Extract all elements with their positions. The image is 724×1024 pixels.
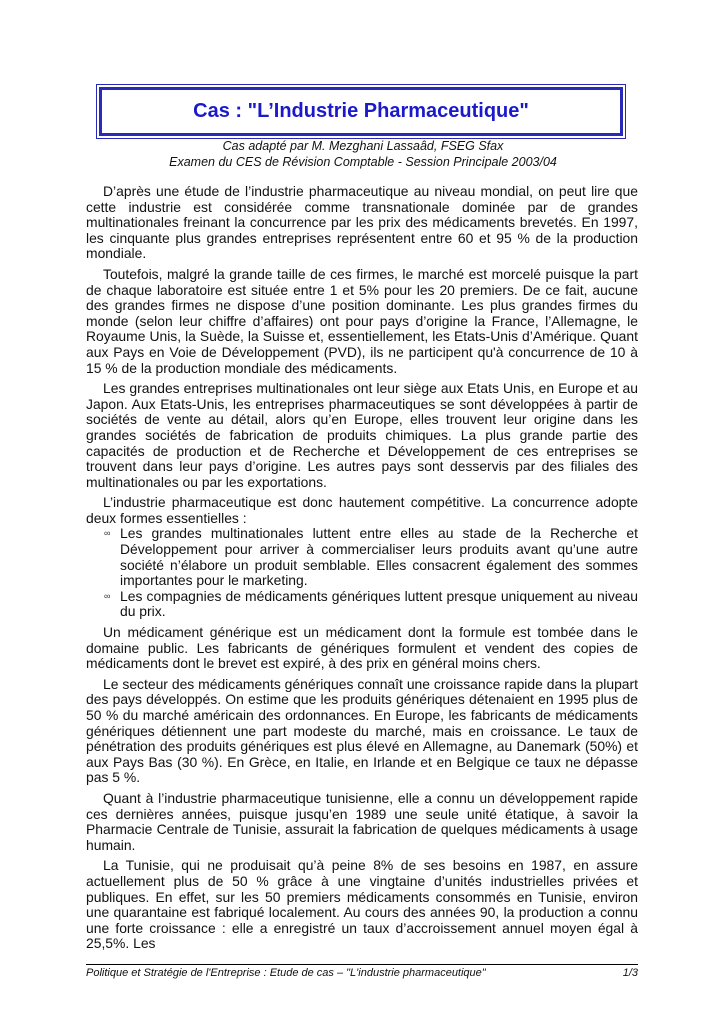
infinity-bullet-icon: ∞ (104, 590, 111, 601)
bullet-list (86, 526, 638, 620)
paragraph: Quant à l’industrie pharmaceutique tunisienne, elle a connu un développement rapide ces dernières années, puisque jusqu’en 1989 une seule unité étatique, à savoir la Pharmacie Centrale de Tunisie, assurait la fabrication de quelques médicaments à usage humain. (86, 789, 638, 853)
paragraph: Le secteur des médicaments génériques connaît une croissance rapide dans la plupart des pays développés. On estime que les produits génériques détenaient en 1995 plus de 50 % du marché américain des ordonnances. En Europe, les fabricants de médicaments génériques détiennent une part modeste du marché, mais en croissance. Le taux de pénétration des produits génériques est plus élevé en Allemagne, au Danemark (50%) et aux Pays Bas (30 %). En Grèce, en Italie, en Irlande et en Belgique ce taux ne dépasse pas 5 %. (86, 675, 638, 786)
subtitle-author: Cas adapté par M. Mezghani Lassaâd, FSEG Sfax (222, 139, 504, 153)
list-item (86, 589, 638, 620)
page-number: 1/3 (622, 967, 638, 979)
infinity-bullet-icon: ∞ (104, 528, 111, 539)
list-item-text: Les compagnies de médicaments génériques luttent presque uniquement au niveau du prix. (120, 587, 638, 620)
subtitle (85, 138, 641, 170)
paragraph: L’industrie pharmaceutique est donc hautement compétitive. La concurrence adopte deux formes essentielles : (86, 494, 638, 526)
title-box (99, 87, 623, 136)
document-body (86, 184, 638, 957)
paragraph: Les grandes entreprises multinationales ont leur siège aux Etats Unis, en Europe et au Japon. Aux Etats-Unis, les entreprises pharmaceutiques se sont développées à partir de sociétés de vente au détail, alors qu’en Europe, elles trouvent leur origine dans les grandes sociétés de fabrication de produits chimiques. La plus grande partie des capacités de production et de Recherche et Développement de ces entreprises se trouvent dans leur pays d’origine. Les autres pays sont desservis par des filiales des multinationales ou par les exportations. (86, 380, 638, 490)
list-item-text: Les grandes multinationales luttent entre elles au stade de la Recherche et Développement pour arriver à commercialiser leurs produits avant qu’une autre société n’élabore un produit semblable. Elles consacrent également des sommes importantes pour le marketing. (120, 525, 638, 589)
list-item (86, 526, 638, 588)
paragraph: La Tunisie, qui ne produisait qu’à peine 8% de ses besoins en 1987, en assure actuellement plus de 50 % grâce à une vingtaine d’unités industrielles privées et publiques. En effet, sur les 50 premiers médicaments consommés en Tunisie, environ une quarantaine est fabriqué localement. Au cours des années 90, la production a connu une forte croissance : elle a enregistré un taux d’accroissement annuel moyen égal à 25,5%. Les (86, 857, 638, 952)
subtitle-exam: Examen du CES de Révision Comptable - Session Principale 2003/04 (169, 155, 557, 169)
paragraph: Toutefois, malgré la grande taille de ces firmes, le marché est morcelé puisque la part de chaque laboratoire est située entre 1 et 5% pour les 20 premiers. De ce fait, aucune des grandes firmes ne dispose d’une position dominante. Les plus grandes firmes du monde (selon leur chiffre d’affaires) ont pour pays d’origine la France, l’Allemagne, le Royaume Unis, la Suède, la Suisse et, essentiellement, les Etats-Unis d’Amérique. Quant aux Pays en Voie de Développement (PVD), ils ne participent qu'à concurrence de 10 à 15 % de la production mondiale des médicaments. (86, 265, 638, 376)
paragraph: Un médicament générique est un médicament dont la formule est tombée dans le domaine public. Les fabricants de génériques formulent et vendent des copies de médicaments dont le brevet est expiré, à des prix en général moins chers. (86, 624, 638, 672)
page-footer (86, 964, 638, 979)
footer-title: Politique et Stratégie de l'Entreprise : Etude de cas – "L'industrie pharmaceutique" (86, 967, 486, 979)
paragraph: D’après une étude de l’industrie pharmaceutique au niveau mondial, on peut lire que cette industrie est considérée comme transnationale dominée par de grandes multinationales freinant la concurrence par les prix des médicaments brevetés. En 1997, les cinquante plus grandes entreprises représentent entre 60 et 95 % de la production mondiale. (86, 183, 638, 262)
page-title: Cas : "L’Industrie Pharmaceutique" (193, 100, 529, 122)
